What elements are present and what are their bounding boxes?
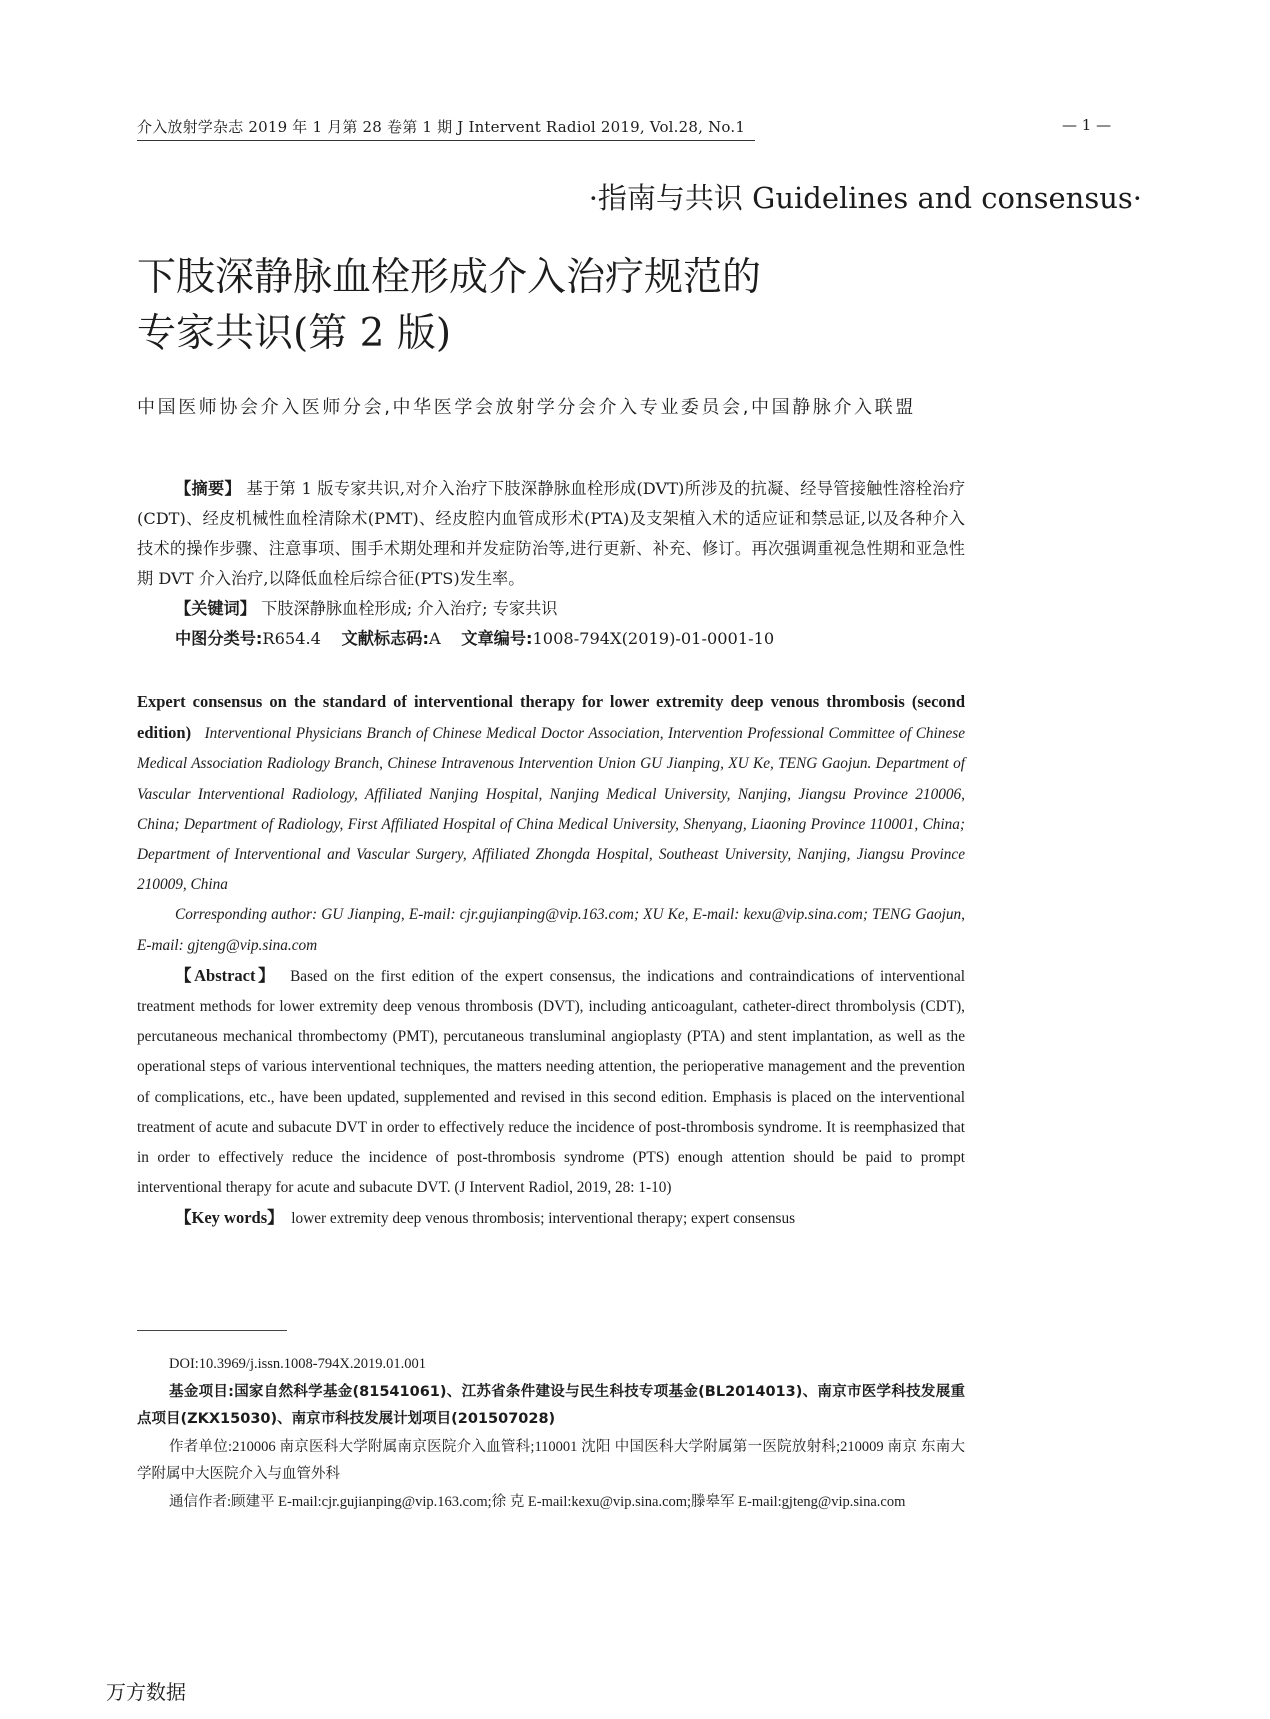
funding-line: 基金项目:国家自然科学基金(81541061)、江苏省条件建设与民生科技专项基金(BL2014013)、南京市医学科技发展重点项目(ZKX15030)、南京市科技发展计划项目(201507028) [137, 1383, 965, 1427]
author-units-line: 作者单位:210006 南京医科大学附属南京医院介入血管科;110001 沈阳 中国医科大学附属第一医院放射科;210009 南京 东南大学附属中大医院介入与血管外科 [137, 1438, 965, 1482]
en-corresponding [137, 900, 965, 960]
en-title-affiliation [137, 687, 965, 900]
clc-label: 中图分类号: [175, 629, 263, 648]
classification-line [137, 624, 965, 654]
zh-abstract [137, 474, 965, 594]
article-id-label: 文章编号: [461, 629, 533, 648]
en-abstract-label: 【Abstract】 [175, 965, 278, 985]
doc-code-value: A [428, 629, 441, 648]
clc-value: R654.4 [262, 629, 321, 648]
en-keywords [137, 1203, 965, 1234]
contact-line: 通信作者:顾建平 E-mail:cjr.gujianping@vip.163.com;徐 克 E-mail:kexu@vip.sina.com;滕皋军 E-mail:gjteng@vip.sina.com [169, 1493, 906, 1510]
en-keywords-label: 【Key words】 [175, 1208, 284, 1228]
english-abstract-block [137, 687, 965, 1235]
footnote-divider [137, 1330, 287, 1331]
zh-keywords-text: 下肢深静脉血栓形成; 介入治疗; 专家共识 [261, 599, 558, 618]
zh-keywords-label: 【关键词】 [175, 599, 256, 618]
chinese-abstract-block [137, 474, 965, 654]
en-affiliation: Interventional Physicians Branch of Chinese Medical Doctor Association, Intervention Professional Committee of Chinese Medical Association Radiology Branch, Chinese Intravenous Intervention Union GU Jianping, XU Ke, TENG Gaojun. Department of Vascular Interventional Radiology, Affiliated Nanjing Hospital, Nanjing Medical University, Nanjing, Jiangsu Province 210006, China; Department of Radiology, First Affiliated Hospital of China Medical University, Shenyang, Liaoning Province 110001, China; Department of Interventional and Vascular Surgery, Affiliated Zhongda Hospital, Southeast University, Nanjing, Jiangsu Province 210009, China [137, 725, 965, 894]
zh-abstract-text: 基于第 1 版专家共识,对介入治疗下肢深静脉血栓形成(DVT)所涉及的抗凝、经导管接触性溶栓治疗(CDT)、经皮机械性血栓清除术(PMT)、经皮腔内血管成形术(PTA)及支架植入术的适应证和禁忌证,以及各种介入技术的操作步骤、注意事项、围手术期处理和并发症防治等,进行更新、补充、修订。再次强调重视急性期和亚急性期 DVT 介入治疗,以降低血栓后综合征(PTS)发生率。 [137, 479, 966, 588]
running-head: 介入放射学杂志 2019 年 1 月第 28 卷第 1 期 J Intervent Radiol 2019, Vol.28, No.1 [137, 116, 755, 141]
title-line-2: 专家共识(第 2 版) [137, 311, 452, 356]
zh-abstract-label: 【摘要】 [175, 479, 242, 498]
article-id-value: 1008-794X(2019)-01-0001-10 [532, 629, 775, 648]
title-line-1: 下肢深静脉血栓形成介入治疗规范的 [137, 255, 762, 300]
footnotes [137, 1351, 965, 1516]
paper-title [137, 250, 761, 362]
section-label: ·指南与共识 Guidelines and consensus· [588, 181, 1142, 215]
en-title: Expert consensus on the standard of interventional therapy for lower extremity deep venous thrombosis (second edition) [137, 692, 965, 743]
en-corresponding-text: Corresponding author: GU Jianping, E-mail: cjr.gujianping@vip.163.com; XU Ke, E-mail: kexu@vip.sina.com; TENG Gaojun, E-mail: gjteng@vip.sina.com [137, 906, 965, 954]
wanfang-watermark: 万方数据 [106, 1680, 186, 1704]
en-abstract-text: Based on the first edition of the expert consensus, the indications and contraindications of interventional treatment methods for lower extremity deep venous thrombosis (DVT), including anticoagulant, catheter-direct thrombolysis (CDT), percutaneous mechanical thrombectomy (PMT), percutaneous transluminal angioplasty (PTA) and stent implantation, as well as the operational steps of various interventional techniques, the matters needing attention, the perioperative management and the prevention of complications, etc., have been updated, supplemented and revised in this second edition. Emphasis is placed on the interventional treatment of acute and subacute DVT in order to effectively reduce the incidence of post-thrombosis syndrome. It is reemphasized that in order to effectively reduce the incidence of post-thrombosis syndrome (PTS) enough attention should be paid to prompt interventional therapy for acute and subacute DVT. (J Intervent Radiol, 2019, 28: 1-10) [137, 967, 965, 1197]
en-keywords-text: lower extremity deep venous thrombosis; interventional therapy; expert consensus [291, 1210, 796, 1228]
en-abstract [137, 961, 965, 1204]
doi-line: DOI:10.3969/j.issn.1008-794X.2019.01.001 [169, 1356, 426, 1372]
page-number: — 1 — [1062, 116, 1112, 134]
author-groups: 中国医师协会介入医师分会,中华医学会放射学分会介入专业委员会,中国静脉介入联盟 [137, 397, 916, 418]
zh-keywords [137, 594, 965, 624]
doc-code-label: 文献标志码: [341, 629, 429, 648]
